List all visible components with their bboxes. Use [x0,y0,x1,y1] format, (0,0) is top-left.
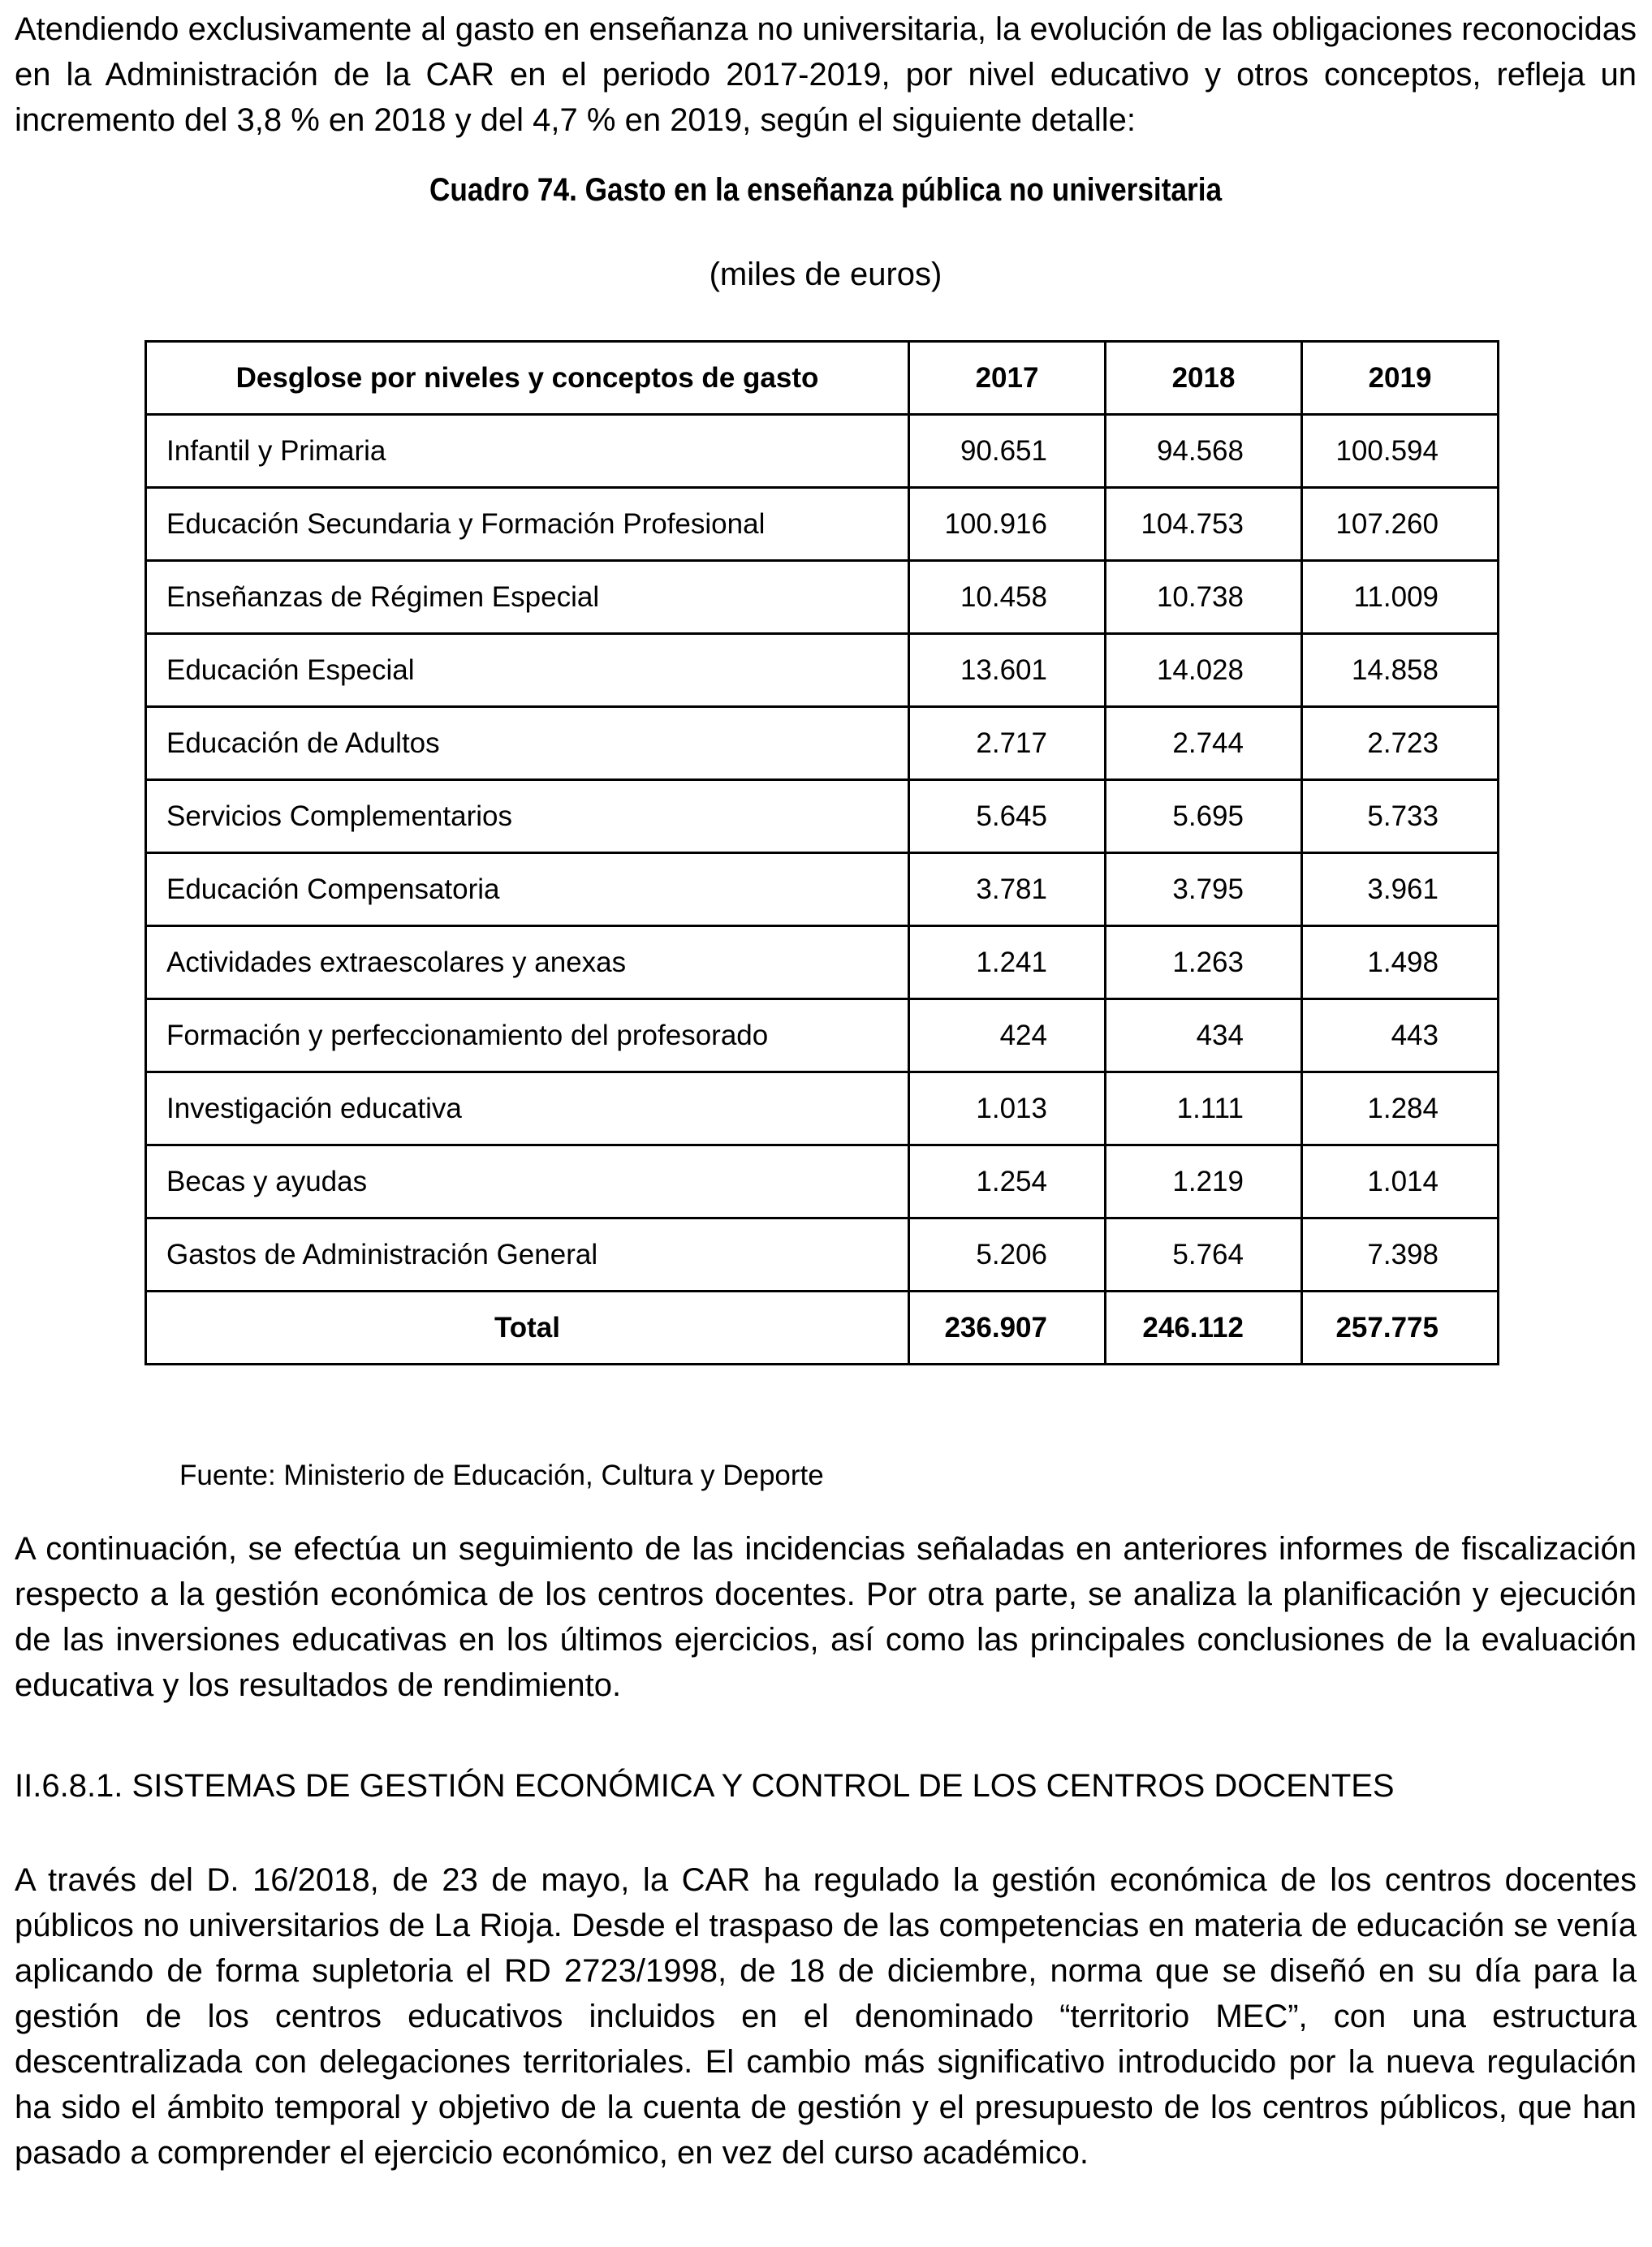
value-2017: 90.651 [909,415,1106,488]
table-source-note: Fuente: Ministerio de Educación, Cultura y Deporte [179,1460,824,1491]
value-2019: 11.009 [1302,561,1499,634]
row-label: Educación de Adultos [146,707,909,780]
table-title: Cuadro 74. Gasto en la enseñanza pública no universitaria [429,172,1223,208]
header-2017: 2017 [909,342,1106,415]
value-2018: 104.753 [1106,488,1302,561]
table-header-row [146,342,1499,415]
table-row [146,415,1499,488]
value-2019: 1.014 [1302,1145,1499,1218]
row-label: Educación Especial [146,634,909,707]
value-2019: 1.498 [1302,926,1499,999]
table-row [146,926,1499,999]
total-2017: 236.907 [909,1292,1106,1365]
table-row [146,999,1499,1072]
value-2018: 5.695 [1106,780,1302,853]
value-2018: 14.028 [1106,634,1302,707]
value-2017: 100.916 [909,488,1106,561]
value-2017: 1.254 [909,1145,1106,1218]
regulation-paragraph: A través del D. 16/2018, de 23 de mayo, la CAR ha regulado la gestión económica de los centros docentes públicos no universitarios de La Rioja. Desde el traspaso de las competencias en materia de educación se venía aplicando de forma supletoria el RD 2723/1998, de 18 de diciembre, norma que se diseñó en su día para la gestión de los centros educativos incluidos en el denominado “territorio MEC”, con una estructura descentralizada con delegaciones territoriales. El cambio más significativo introducido por la nueva regulación ha sido el ámbito temporal y objetivo de la cuenta de gestión y el presupuesto de los centros públicos, que han pasado a comprender el ejercicio económico, en vez del curso académico. [15,1862,1637,2171]
row-label: Actividades extraescolares y anexas [146,926,909,999]
value-2018: 2.744 [1106,707,1302,780]
row-label: Enseñanzas de Régimen Especial [146,561,909,634]
value-2019: 3.961 [1302,853,1499,926]
row-label: Investigación educativa [146,1072,909,1145]
total-label: Total [146,1292,909,1365]
value-2019: 2.723 [1302,707,1499,780]
value-2017: 2.717 [909,707,1106,780]
total-2019: 257.775 [1302,1292,1499,1365]
header-2019: 2019 [1302,342,1499,415]
table-row [146,707,1499,780]
value-2017: 13.601 [909,634,1106,707]
value-2017: 3.781 [909,853,1106,926]
row-label: Infantil y Primaria [146,415,909,488]
table-row [146,1218,1499,1292]
value-2019: 7.398 [1302,1218,1499,1292]
expenditure-table [144,340,1499,1365]
value-2019: 14.858 [1302,634,1499,707]
table-total-row [146,1292,1499,1365]
value-2017: 1.013 [909,1072,1106,1145]
table-row [146,1072,1499,1145]
table-row [146,561,1499,634]
value-2018: 3.795 [1106,853,1302,926]
table-row [146,634,1499,707]
value-2019: 5.733 [1302,780,1499,853]
intro-paragraph: Atendiendo exclusivamente al gasto en enseñanza no universitaria, la evolución de las obligaciones reconocidas en la Administración de la CAR en el periodo 2017-2019, por nivel educativo y otros conceptos, refleja un incremento del 3,8 % en 2018 y del 4,7 % en 2019, según el siguiente detalle: [15,11,1637,138]
value-2019: 100.594 [1302,415,1499,488]
value-2017: 1.241 [909,926,1106,999]
header-concept: Desglose por niveles y conceptos de gasto [146,342,909,415]
value-2017: 5.645 [909,780,1106,853]
row-label: Educación Secundaria y Formación Profesional [146,488,909,561]
table-row [146,780,1499,853]
header-2018: 2018 [1106,342,1302,415]
row-label: Servicios Complementarios [146,780,909,853]
section-heading: II.6.8.1. SISTEMAS DE GESTIÓN ECONÓMICA Y CONTROL DE LOS CENTROS DOCENTES [15,1768,1395,1804]
value-2017: 10.458 [909,561,1106,634]
value-2017: 424 [909,999,1106,1072]
table-row [146,488,1499,561]
follow-up-paragraph: A continuación, se efectúa un seguimiento de las incidencias señaladas en anteriores informes de fiscalización respecto a la gestión económica de los centros docentes. Por otra parte, se analiza la planificación y ejecución de las inversiones educativas en los últimos ejercicios, así como las principales conclusiones de la evaluación educativa y los resultados de rendimiento. [15,1531,1637,1703]
row-label: Formación y perfeccionamiento del profesorado [146,999,909,1072]
table-row [146,1145,1499,1218]
total-2018: 246.112 [1106,1292,1302,1365]
row-label: Becas y ayudas [146,1145,909,1218]
value-2017: 5.206 [909,1218,1106,1292]
value-2018: 1.219 [1106,1145,1302,1218]
value-2018: 5.764 [1106,1218,1302,1292]
table-subtitle: (miles de euros) [709,257,942,292]
row-label: Gastos de Administración General [146,1218,909,1292]
value-2019: 1.284 [1302,1072,1499,1145]
value-2019: 443 [1302,999,1499,1072]
value-2018: 1.111 [1106,1072,1302,1145]
value-2018: 10.738 [1106,561,1302,634]
value-2018: 1.263 [1106,926,1302,999]
row-label: Educación Compensatoria [146,853,909,926]
value-2019: 107.260 [1302,488,1499,561]
value-2018: 94.568 [1106,415,1302,488]
table-row [146,853,1499,926]
value-2018: 434 [1106,999,1302,1072]
